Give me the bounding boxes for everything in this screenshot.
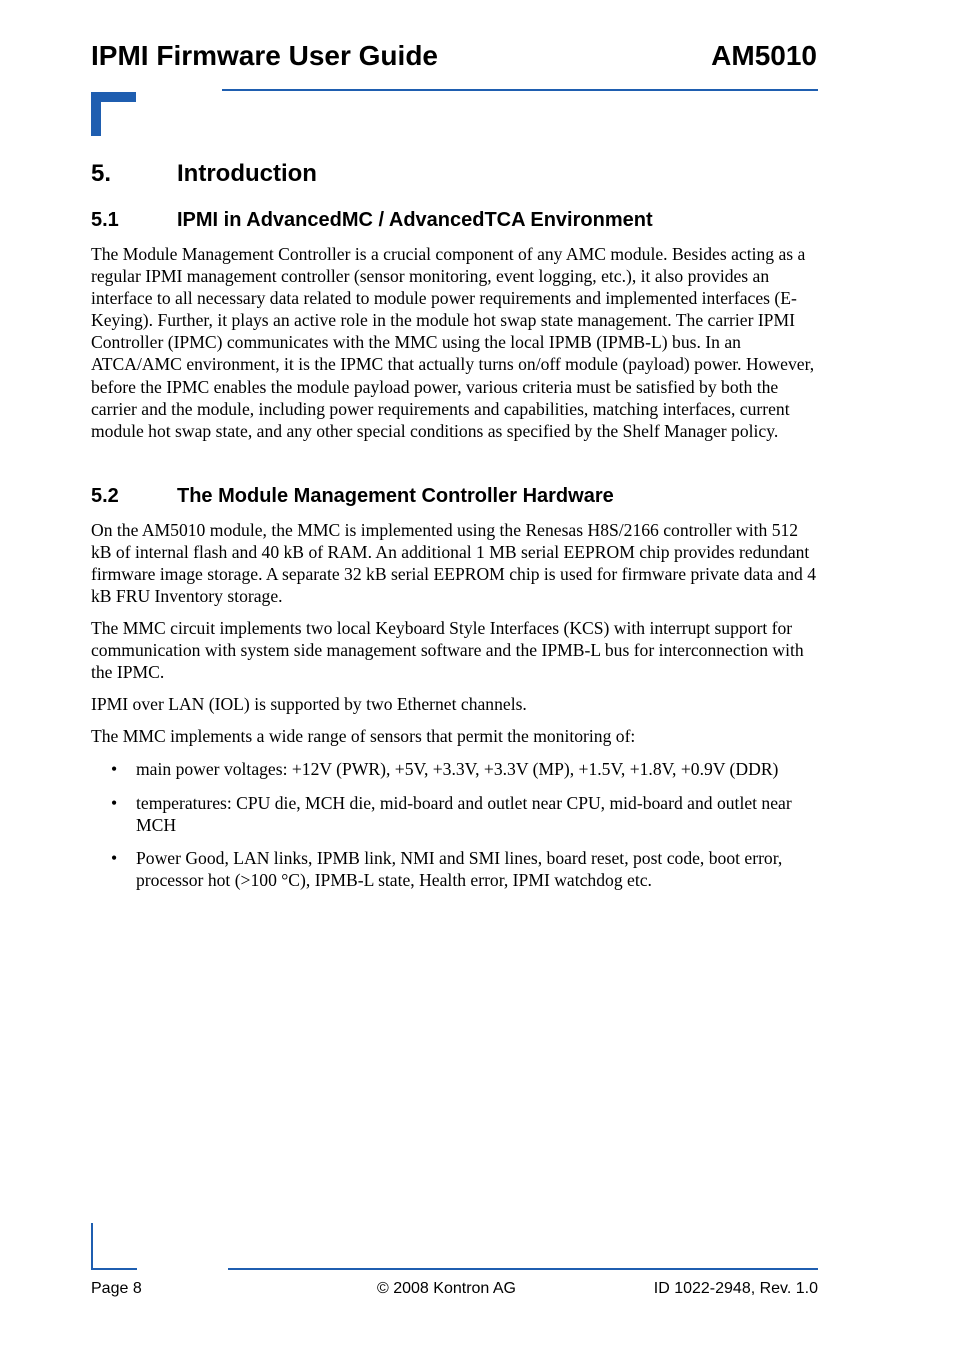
paragraph: IPMI over LAN (IOL) is supported by two Ethernet channels. xyxy=(91,694,527,714)
section-heading xyxy=(91,158,818,190)
bullet-icon: • xyxy=(111,848,118,869)
subsection-number: 5.1 xyxy=(91,209,119,231)
footer-corner-vertical xyxy=(91,1223,93,1269)
list-item-text: main power voltages: +12V (PWR), +5V, +3.3V, +3.3V (MP), +1.5V, +1.8V, +0.9V (DDR) xyxy=(136,759,779,779)
bullet-icon: • xyxy=(111,759,118,779)
corner-mark-horizontal xyxy=(91,92,136,102)
subsection-heading-5-1 xyxy=(91,207,818,233)
bullet-icon: • xyxy=(111,792,118,813)
copyright: © 2008 Kontron AG xyxy=(377,1280,516,1297)
subsection-heading-5-2 xyxy=(91,483,818,509)
subsection-title: The Module Management Controller Hardware xyxy=(177,485,614,507)
list-item xyxy=(91,847,818,891)
section-number: 5. xyxy=(91,160,112,187)
list-item xyxy=(91,792,818,836)
subsection-title: IPMI in AdvancedMC / AdvancedTCA Environment xyxy=(177,209,653,231)
paragraph: The MMC implements a wide range of sensors that permit the monitoring of: xyxy=(91,726,636,746)
footer-corner-horizontal xyxy=(91,1268,137,1270)
paragraph: The Module Management Controller is a crucial component of any AMC module. Besides acting as a regular IPMI management controller (sensor monitoring, event logging, etc.), it also provides an interface to all necessary data related to module power requirements and implemented interfaces (E-Keying). Further, it plays an active role in the module hot swap state management. The carrier IPMI Controller (IPMC) communicates with the MMC using the local IPMB (IPMB-L) bus. In an ATCA/AMC environment, it is the IPMC that actually turns on/off module (payload) power. However, before the IPMC enables the module payload power, various criteria must be satisfied by both the carrier and the module, including power requirements and capabilities, matching interfaces, current module hot swap state, and any other special conditions as specified by the Shelf Manager policy. xyxy=(91,244,815,441)
header-rule xyxy=(222,89,818,91)
list-item-text: Power Good, LAN links, IPMB link, NMI and SMI lines, board reset, post code, boot error, processor hot (>100 °C), IPMB-L state, Health error, IPMI watchdog etc. xyxy=(136,848,783,891)
paragraph: The MMC circuit implements two local Keyboard Style Interfaces (KCS) with interrupt support for communication with system side management software and the IPMB-L bus for interconnection with the IPMC. xyxy=(91,618,804,683)
page-number: Page 8 xyxy=(91,1280,142,1297)
footer-rule xyxy=(228,1268,818,1270)
section-title: Introduction xyxy=(177,160,317,187)
list-item-text: temperatures: CPU die, MCH die, mid-board and outlet near CPU, mid-board and outlet near MCH xyxy=(136,792,792,835)
list-item xyxy=(91,758,818,780)
document-id: ID 1022-2948, Rev. 1.0 xyxy=(653,1280,818,1297)
paragraph: On the AM5010 module, the MMC is implemented using the Renesas H8S/2166 controller with 512 kB of internal flash and 40 kB of RAM. An additional 1 MB serial EEPROM chip provides redundant firmware image storage. A separate 32 kB serial EEPROM chip is used for firmware private data and 4 kB FRU Inventory storage. xyxy=(91,520,817,607)
document-title: IPMI Firmware User Guide xyxy=(91,40,438,71)
subsection-number: 5.2 xyxy=(91,485,119,507)
product-model: AM5010 xyxy=(711,40,817,71)
sensor-list xyxy=(91,758,818,903)
